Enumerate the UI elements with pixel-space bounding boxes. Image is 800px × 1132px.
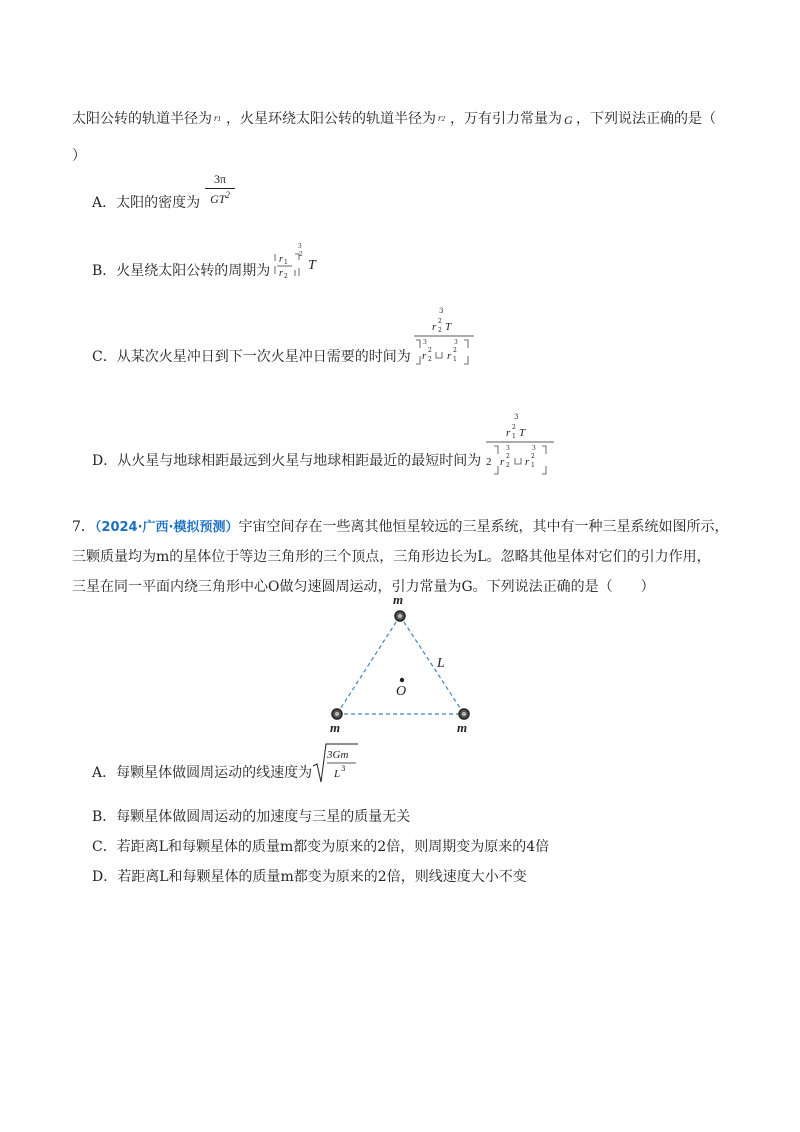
svg-text:r: r (279, 254, 283, 265)
q6-option-c-num-r: r (432, 321, 437, 333)
three-star-figure (320, 592, 480, 736)
q7-source-tag[interactable]: （2024·广西·模拟预测） (94, 520, 239, 535)
q6-stem-part-d: ，下列说法正确的是（ (576, 111, 716, 127)
svg-text:1: 1 (531, 462, 535, 469)
q6-option-d[interactable] (92, 450, 481, 470)
q6-stem-part-c: ，万有引力常量为 (450, 111, 562, 127)
triangle-diagram (320, 596, 480, 736)
q7-option-a-formula (312, 742, 360, 786)
svg-text:2: 2 (531, 453, 535, 460)
svg-text:3: 3 (454, 339, 458, 346)
r1-symbol: r1 (214, 113, 222, 123)
svg-text:3: 3 (439, 307, 444, 315)
g-symbol: G (564, 113, 573, 127)
svg-text:2: 2 (299, 251, 303, 258)
left-mass-label: m (330, 720, 341, 735)
q6-option-a-label: A．太阳的密度为 (92, 195, 201, 211)
q7-option-b[interactable]: B．每颗星体做圆周运动的加速度与三星的质量无关 (92, 809, 411, 825)
svg-text:r: r (525, 456, 530, 468)
svg-text:2: 2 (506, 453, 510, 460)
q6-stem-part-a: 太阳公转的轨道半径为 (72, 111, 212, 127)
q6-option-b[interactable] (92, 260, 270, 280)
q7-line-1-text: 宇宙空间存在一些离其他恒星较远的三星系统，其中有一种三星系统如图所示， (238, 519, 729, 535)
right-mass-label: m (457, 720, 468, 735)
svg-text:2: 2 (453, 347, 457, 354)
q6-stem (72, 108, 716, 128)
q6-option-d-label: D．从火星与地球相距最远到火星与地球相距最近的最短时间为 (92, 453, 482, 469)
q6-option-b-label: B．火星绕太阳公转的周期为 (92, 263, 271, 279)
svg-text:2: 2 (428, 347, 432, 354)
svg-text:2: 2 (428, 356, 432, 363)
center-point (400, 678, 404, 682)
q7-option-a-numerator: 3Gm (327, 749, 349, 761)
q6-option-d-num-r: r (506, 427, 511, 439)
svg-text:3: 3 (532, 445, 536, 452)
triangle-left-edge (337, 616, 400, 714)
svg-text:r: r (447, 350, 452, 362)
q6-option-d-num-t: T (519, 427, 526, 439)
q6-option-a-fraction: 3π $GT^2$ (205, 172, 235, 207)
q7-option-c[interactable]: C．若距离L和每颗星体的质量m都变为原来的2倍，则周期变为原来的4倍 (92, 839, 550, 855)
q6-option-c-fraction-graphic (412, 304, 476, 376)
svg-text:1: 1 (284, 259, 288, 266)
svg-text:r: r (279, 268, 283, 279)
q6-option-d-fraction-graphic (484, 410, 556, 482)
q6-option-c-formula (412, 304, 476, 376)
q7-option-d[interactable]: D．若距离L和每颗星体的质量m都变为原来的2倍，则线速度大小不变 (92, 869, 527, 885)
q6-option-a[interactable] (92, 192, 200, 212)
q6-option-d-formula (484, 410, 556, 482)
svg-text:2: 2 (506, 462, 510, 469)
svg-text:3: 3 (514, 413, 519, 421)
q7-stem-line-2: 三颗质量均为m的星体位于等边三角形的三个顶点，三角形边长为L。忽略其他星体对它们的引力作用， (72, 549, 711, 565)
q7-option-a-exponent: 3 (341, 765, 346, 773)
q6-option-c[interactable] (92, 346, 411, 366)
triangle-right-edge (400, 616, 464, 714)
q7-number: 7． (72, 519, 95, 535)
side-length-label: L (437, 656, 445, 671)
svg-text:2: 2 (512, 424, 516, 431)
svg-text:3: 3 (506, 445, 510, 452)
q6-option-d-coef: 2 (486, 456, 492, 468)
svg-text:3: 3 (423, 339, 427, 346)
q6-option-b-period-symbol: T (308, 258, 316, 273)
q6-option-c-label: C．从某次火星冲日到下一次火星冲日需要的时间为 (92, 349, 411, 365)
q6-close-paren: ） (72, 148, 86, 164)
svg-text:3: 3 (298, 242, 302, 250)
q7-stem-line-3: 三星在同一平面内绕三角形中心O做匀速圆周运动，引力常量为G。下列说法正确的是（ ） (72, 579, 655, 595)
q7-stem-line-1 (72, 516, 728, 536)
svg-text:r: r (500, 456, 505, 468)
q6-option-c-num-t: T (445, 321, 452, 333)
q7-option-a-label: A．每颗星体做圆周运动的线速度为 (92, 765, 313, 781)
svg-text:2: 2 (438, 318, 442, 325)
top-mass-label: m (393, 592, 404, 607)
svg-text:1: 1 (512, 433, 516, 440)
svg-text:2: 2 (284, 273, 288, 280)
svg-text:2: 2 (438, 327, 442, 334)
center-label: O (396, 684, 407, 699)
q7-option-a[interactable] (92, 762, 312, 782)
q7-option-a-denominator: L (334, 768, 341, 780)
svg-text:r: r (422, 350, 427, 362)
q6-stem-part-b: ，火星环绕太阳公转的轨道半径为 (226, 111, 436, 127)
q7-option-a-sqrt-graphic (312, 742, 360, 786)
svg-text:1: 1 (453, 356, 457, 363)
r2-symbol: r2 (438, 113, 446, 123)
